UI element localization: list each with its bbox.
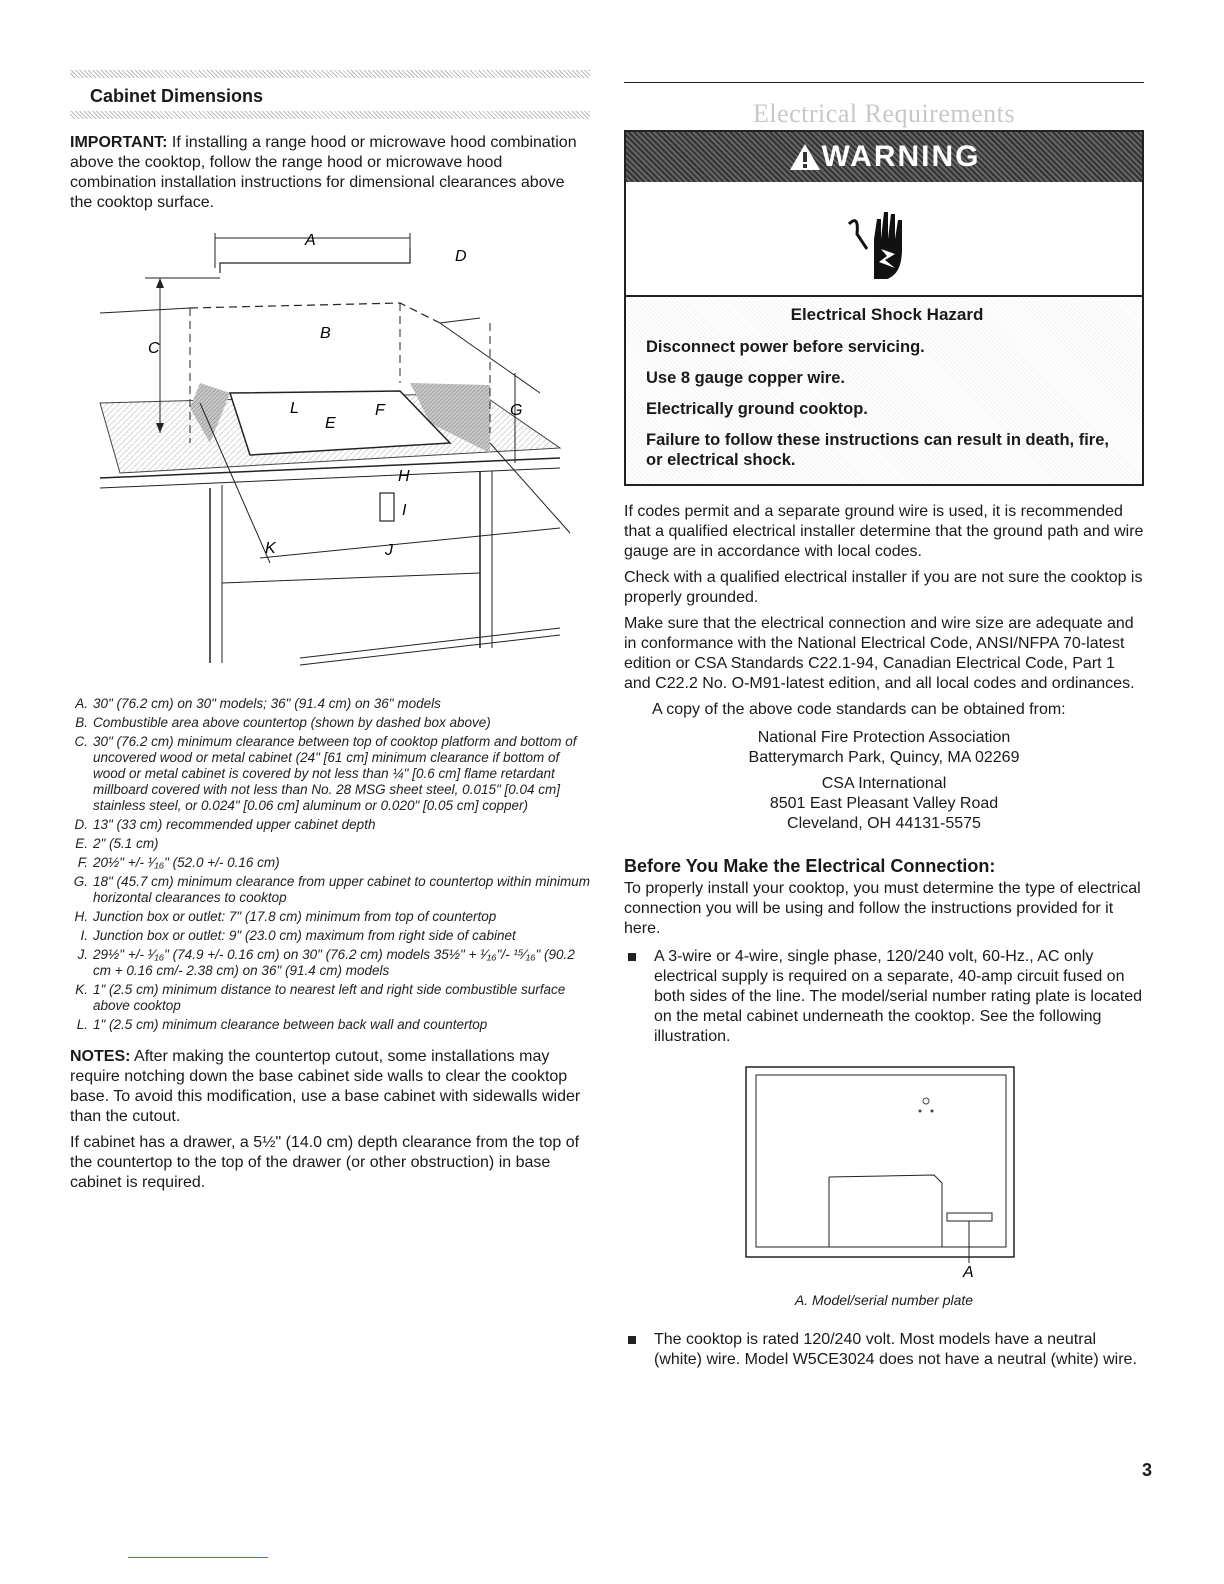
plate-caption: A. Model/serial number plate [794, 1292, 974, 1308]
code-conformance-paragraph: Make sure that the electrical connection and wire size are adequate and in conformance with the National Electrical Code, ANSI/NFPA 70-latest edition or CSA Standards C22.1-94, Canadian Electrical Code, Part 1 and C22.2 No. O-M91-latest edition, and all local codes and ordinances. [624, 615, 1135, 692]
legend-item: F. 20½" +/- ¹⁄₁₆" (52.0 +/- 0.16 cm) [77, 855, 280, 870]
cabinet-diagram-svg [80, 233, 580, 688]
check-installer-paragraph: Check with a qualified electrical installer if you are not sure the cooktop is properly grounded. [624, 569, 1143, 606]
warning-banner [626, 132, 1142, 182]
combustible-dashed-box [190, 303, 440, 323]
dimension-legend [70, 696, 590, 1033]
notes-label: NOTES: [70, 1048, 131, 1065]
serial-plate-rect [947, 1213, 992, 1221]
electrical-requirements-heading: Electrical Requirements [624, 82, 1144, 122]
label-h: H [398, 468, 410, 485]
rating-plate-svg [744, 1065, 1024, 1280]
bullet-square-icon [628, 1336, 636, 1344]
label-j: J [385, 542, 393, 559]
footer-rule [128, 1557, 268, 1558]
label-k: K [265, 540, 276, 557]
drawer-paragraph: If cabinet has a drawer, a 5½" (14.0 cm) depth clearance from the top of the countertop to the top of the drawer (or other obstruction) in base cabinet is required. [70, 1134, 580, 1191]
legend-item: J. 29½" +/- ¹⁄₁₆" (74.9 +/- 0.16 cm) on 30" (76.2 cm) models 35½" + ¹⁄₁₆"/- ¹⁵⁄₁₆" (90.2 cm + 0.16 cm/- 2.38 cm) on 36" (91.4 cm) models [77, 947, 575, 978]
copy-paragraph: A copy of the above code standards can be obtained from: [652, 701, 1066, 718]
right-column [624, 70, 1144, 1370]
important-label: IMPORTANT: [70, 134, 168, 151]
label-f: F [375, 402, 385, 419]
ground-wire-paragraph: If codes permit and a separate ground wire is used, it is recommended that a qualified electrical installer determine that the ground path and wire gauge are in accordance with local codes. [624, 503, 1144, 560]
label-a: A [305, 233, 316, 249]
before-connection-paragraph: To properly install your cooktop, you must determine the type of electrical connection you will be using and follow the instructions provided for it here. [624, 880, 1141, 937]
notes-paragraph [70, 1047, 590, 1127]
legend-item: G. 18" (45.7 cm) minimum clearance from upper cabinet to countertop within minimum horizontal clearances to cooktop [73, 874, 590, 905]
legend-item: B. Combustible area above countertop (shown by dashed box above) [75, 715, 491, 730]
plate-label-a: A [963, 1264, 974, 1280]
page-number: 3 [1141, 1460, 1152, 1480]
warning-banner-text: WARNING [821, 140, 981, 173]
warning-box [624, 130, 1144, 486]
label-i: I [402, 502, 407, 519]
warning-body [626, 297, 1142, 484]
csa-address: CSA International 8501 East Pleasant Valley Road Cleveland, OH 44131-5575 [769, 775, 999, 832]
cabinet-diagram [80, 233, 580, 688]
electric-shock-hand-icon [839, 194, 929, 284]
label-l: L [290, 400, 299, 417]
warning-line: Failure to follow these instructions can result in death, fire, or electrical shock. [646, 431, 1109, 469]
junction-box [380, 493, 394, 521]
legend-item: K. 1" (2.5 cm) minimum distance to nearest left and right side combustible surface above cooktop [75, 982, 566, 1013]
heading-bar-bottom [70, 111, 590, 119]
bullet-item: A 3-wire or 4-wire, single phase, 120/240 volt, 60-Hz., AC only electrical supply is required on a separate, 40-amp circuit fused on both sides of the line. The model/serial number rating plate is located on the metal cabinet underneath the cooktop. See the following illustration. [624, 947, 1144, 1047]
shock-hazard-icon-area [626, 182, 1142, 297]
left-column [70, 70, 590, 1193]
important-text: If installing a range hood or microwave hood combination above the cooktop, follow the range hood or microwave hood combination installation instructions for dimensional clearances above the cooktop surface. [70, 134, 577, 211]
legend-item: C. 30" (76.2 cm) minimum clearance between top of cooktop platform and bottom of uncovered wood or metal cabinet (24" [61 cm] minimum clearance if bottom of wood or metal cabinet is covered by not less than ¼" [0.6 cm] flame retardant millboard covered with not less than No. 28 MSG sheet steel, 0.015" [0.04 cm] stainless steel, or 0.024" [0.06 cm] aluminum or 0.020" [0.05 cm] copper) [74, 734, 577, 813]
legend-item: I. Junction box or outlet: 9" (23.0 cm) maximum from right side of cabinet [80, 928, 516, 943]
important-paragraph [70, 133, 590, 213]
warning-title: Electrical Shock Hazard [790, 305, 984, 324]
heading-bar-top [70, 70, 590, 78]
warning-line: Disconnect power before servicing. [646, 338, 925, 356]
label-c: C [148, 340, 160, 357]
bullet-item: The cooktop is rated 120/240 volt. Most models have a neutral (white) wire. Model W5CE3024 does not have a neutral (white) wire. [624, 1330, 1144, 1370]
legend-item: E. 2" (5.1 cm) [75, 836, 159, 851]
legend-item: L. 1" (2.5 cm) minimum clearance between back wall and countertop [76, 1017, 488, 1032]
nfpa-address: National Fire Protection Association Batterymarch Park, Quincy, MA 02269 [748, 729, 1020, 766]
before-connection-heading: Before You Make the Electrical Connection: [624, 856, 996, 876]
label-g: G [510, 402, 523, 419]
label-d: D [455, 248, 467, 265]
legend-item: A. 30" (76.2 cm) on 30" models; 36" (91.4 cm) on 36" models [75, 696, 441, 711]
cabinet-dimensions-heading: Cabinet Dimensions [90, 86, 264, 106]
legend-item: H. Junction box or outlet: 7" (17.8 cm) minimum from top of countertop [74, 909, 497, 924]
warning-line: Use 8 gauge copper wire. [646, 369, 845, 387]
notes-text: After making the countertop cutout, some installations may require notching down the base cabinet side walls to clear the cooktop base. To avoid this modification, use a base cabinet with sidewalls wider than the cutout. [70, 1048, 581, 1125]
label-e: E [325, 415, 336, 432]
warning-line: Electrically ground cooktop. [646, 400, 868, 418]
label-b: B [320, 325, 331, 342]
bullet-square-icon [628, 953, 636, 961]
legend-item: D. 13" (33 cm) recommended upper cabinet depth [74, 817, 376, 832]
rating-plate-illustration [744, 1065, 1024, 1280]
warning-triangle-icon [788, 142, 822, 172]
